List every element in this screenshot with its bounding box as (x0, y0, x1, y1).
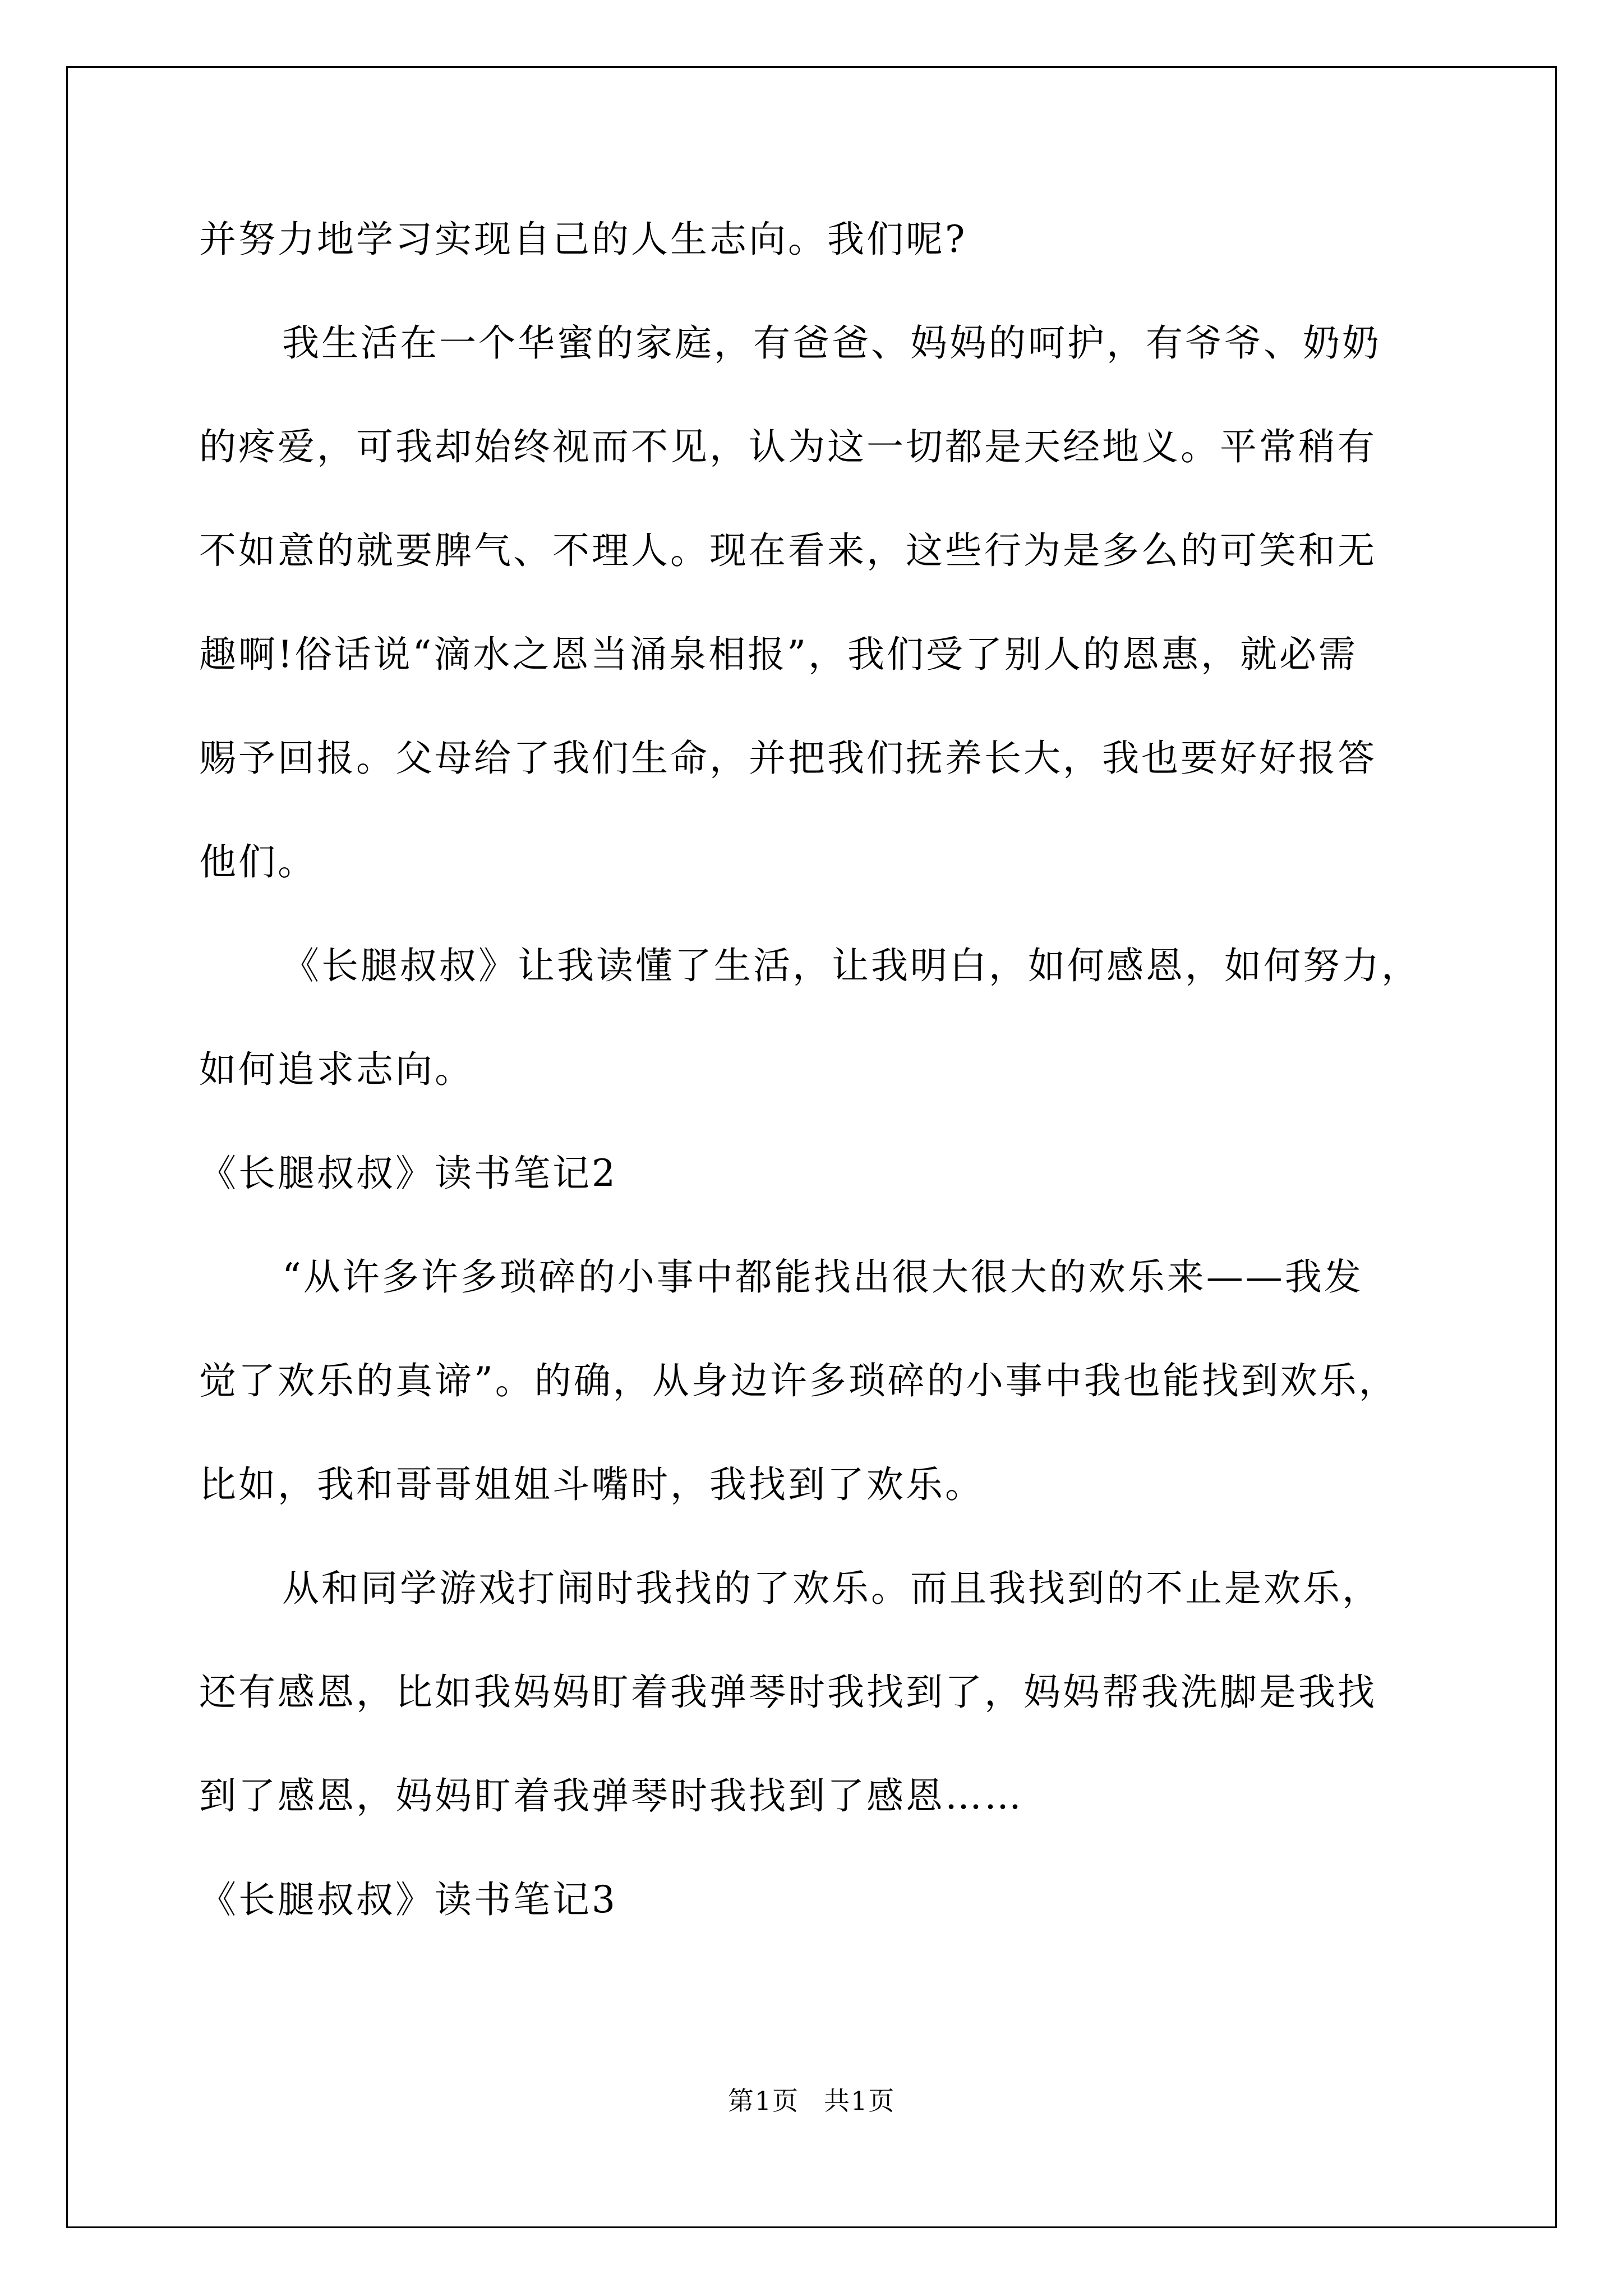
document-body (199, 213, 1441, 1926)
text-line: 他们。 (199, 840, 317, 884)
text-line: 到了感恩，妈妈盯着我弹琴时我找到了感恩…… (199, 1774, 1023, 1818)
page-number: 第1页 (727, 2086, 799, 2116)
text-line: 觉了欢乐的真谛”。的确，从身边许多琐碎的小事中我也能找到欢乐， (199, 1359, 1398, 1402)
text-line: “从许多许多琐碎的小事中都能找出很大很大的欢乐来——我发 (282, 1255, 1363, 1299)
text-line: 《长腿叔叔》让我读懂了生活，让我明白，如何感恩，如何努力， (282, 944, 1421, 987)
text-line: 赐予回报。父母给了我们生命，并把我们抚养长大，我也要好好报答 (199, 737, 1377, 780)
page-footer (0, 2084, 1623, 2118)
text-line: 并努力地学习实现自己的人生志向。我们呢? (199, 218, 967, 261)
text-line: 比如，我和哥哥姐姐斗嘴时，我找到了欢乐。 (199, 1463, 984, 1506)
text-line: 的疼爱，可我却始终视而不见，认为这一切都是天经地义。平常稍有 (199, 425, 1377, 468)
section-heading: 《长腿叔叔》读书笔记2 (199, 1152, 617, 1195)
text-line: 不如意的就要脾气、不理人。现在看来，这些行为是多么的可笑和无 (199, 529, 1377, 572)
page-total: 共1页 (824, 2086, 896, 2116)
text-line: 如何追求志向。 (199, 1048, 474, 1091)
text-line: 还有感恩，比如我妈妈盯着我弹琴时我找到了，妈妈帮我洗脚是我找 (199, 1671, 1377, 1714)
text-line: 我生活在一个华蜜的家庭，有爸爸、妈妈的呵护，有爷爷、奶奶 (282, 321, 1381, 365)
text-line: 从和同学游戏打闹时我找的了欢乐。而且我找到的不止是欢乐， (282, 1567, 1381, 1610)
text-line: 趣啊!俗话说“滴水之恩当涌泉相报”，我们受了别人的恩惠，就必需 (199, 633, 1358, 676)
section-heading: 《长腿叔叔》读书笔记3 (199, 1878, 617, 1921)
